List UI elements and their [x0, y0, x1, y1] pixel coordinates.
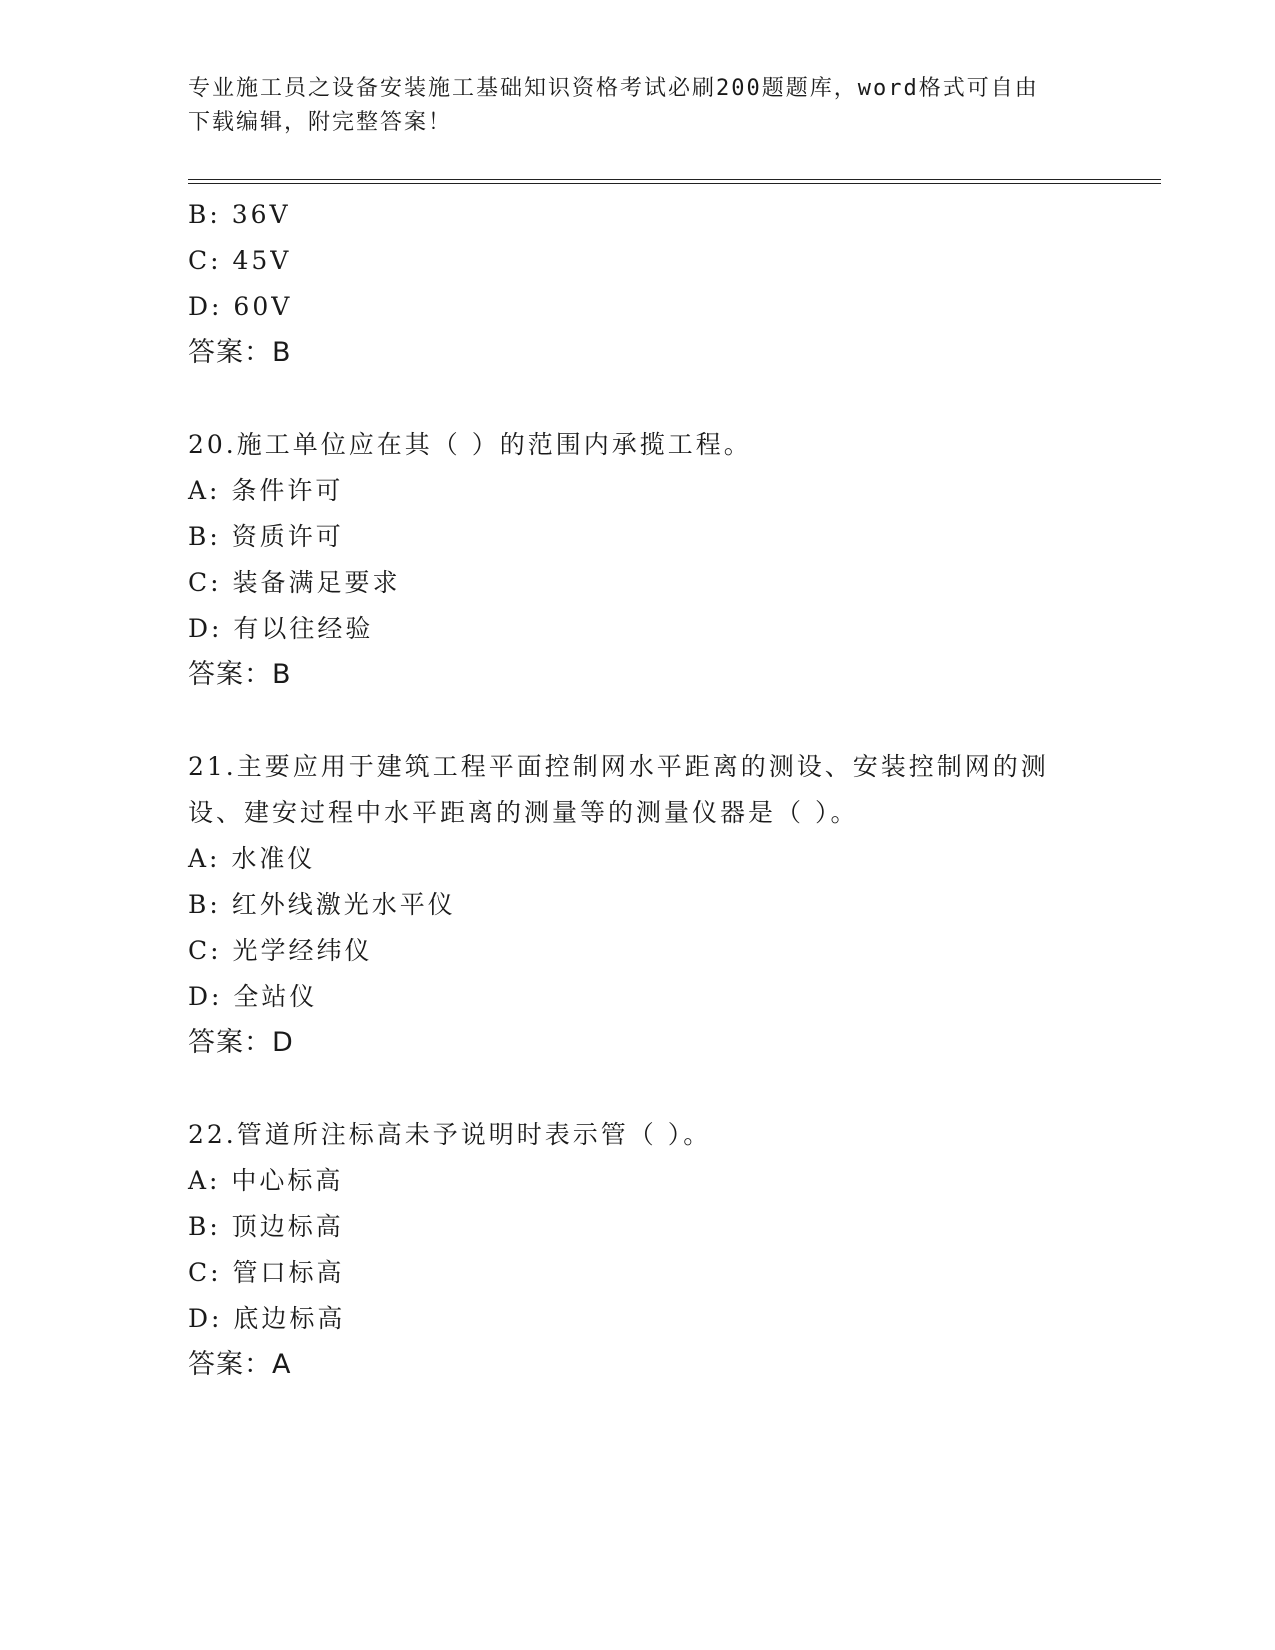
- answer: 答案：B: [188, 659, 292, 690]
- question-19-tail: [188, 192, 1088, 376]
- header-title-line-1: 专业施工员之设备安装施工基础知识资格考试必刷200题题库，word格式可自由: [188, 76, 1039, 101]
- option-d: D: 60V: [188, 292, 293, 321]
- option-c: C: 装备满足要求: [188, 568, 401, 597]
- question-21: [188, 744, 1088, 1066]
- option-b: B: 顶边标高: [188, 1212, 344, 1241]
- option-c: C: 光学经纬仪: [188, 936, 373, 965]
- question-20: [188, 422, 1088, 698]
- document-header: [188, 72, 1068, 140]
- answer: 答案：B: [188, 337, 292, 368]
- spacer: [188, 1066, 1088, 1112]
- option-a: A: 水准仪: [188, 844, 316, 873]
- header-divider-top: [188, 179, 1161, 180]
- option-c: C: 管口标高: [188, 1258, 345, 1287]
- question-text: 20.施工单位应在其（ ）的范围内承揽工程。: [188, 430, 752, 459]
- option-a: A: 条件许可: [188, 476, 344, 505]
- question-text: 22.管道所注标高未予说明时表示管（ ）。: [188, 1120, 712, 1149]
- spacer: [188, 698, 1088, 744]
- option-d: D: 有以往经验: [188, 614, 374, 643]
- header-divider-bottom: [188, 183, 1161, 184]
- answer: 答案：A: [188, 1349, 292, 1380]
- question-list: [188, 192, 1088, 1388]
- question-22: [188, 1112, 1088, 1388]
- option-b: B: 资质许可: [188, 522, 344, 551]
- option-b: B: 红外线激光水平仪: [188, 890, 456, 919]
- answer: 答案：D: [188, 1027, 294, 1058]
- option-d: D: 全站仪: [188, 982, 318, 1011]
- option-c: C: 45V: [188, 246, 292, 275]
- header-title-line-2: 下载编辑，附完整答案！: [188, 110, 453, 135]
- option-b: B: 36V: [188, 200, 291, 229]
- question-text-line-1: 21.主要应用于建筑工程平面控制网水平距离的测设、安装控制网的测: [188, 752, 1049, 781]
- spacer: [188, 376, 1088, 422]
- option-d: D: 底边标高: [188, 1304, 346, 1333]
- option-a: A: 中心标高: [188, 1166, 344, 1195]
- question-text-line-2: 设、建安过程中水平距离的测量等的测量仪器是（ ）。: [188, 798, 859, 827]
